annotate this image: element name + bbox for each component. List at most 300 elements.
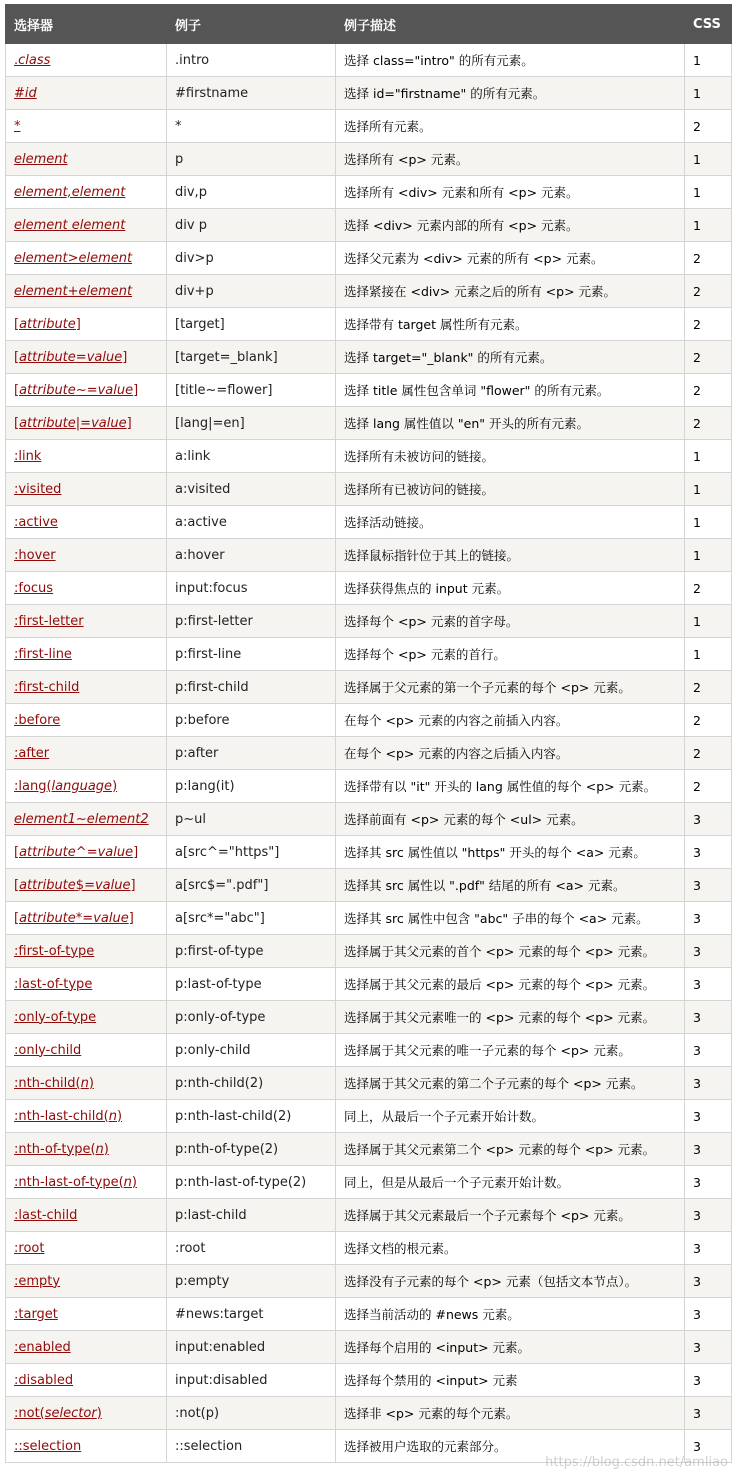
selector-text: ] <box>122 350 127 365</box>
selector-text: :disabled <box>14 1373 73 1388</box>
example-cell: p:last-of-type <box>167 968 336 1001</box>
selector-cell <box>6 1100 167 1133</box>
table-row <box>6 671 732 704</box>
selector-text: :nth-last-child( <box>14 1109 109 1124</box>
example-cell: p:first-of-type <box>167 935 336 968</box>
description-cell: 选择前面有 <p> 元素的每个 <ul> 元素。 <box>336 803 685 836</box>
selector-text: ] <box>127 416 132 431</box>
selector-text: :not( <box>14 1406 45 1421</box>
description-cell: 同上，从最后一个子元素开始计数。 <box>336 1100 685 1133</box>
selector-link[interactable] <box>14 1241 44 1256</box>
selector-cell <box>6 704 167 737</box>
table-row <box>6 1397 732 1430</box>
selector-cell <box>6 902 167 935</box>
description-cell: 选择每个禁用的 <input> 元素 <box>336 1364 685 1397</box>
description-cell: 选择 <div> 元素内部的所有 <p> 元素。 <box>336 209 685 242</box>
selector-param: element+element <box>14 284 132 299</box>
description-cell: 选择其 src 属性值以 "https" 开头的每个 <a> 元素。 <box>336 836 685 869</box>
table-row <box>6 1133 732 1166</box>
selector-cell <box>6 737 167 770</box>
selector-cell <box>6 1298 167 1331</box>
css-version-cell: 2 <box>685 770 732 803</box>
selector-link[interactable] <box>14 1043 81 1058</box>
selector-param: class <box>18 53 50 68</box>
table-row <box>6 1364 732 1397</box>
css-version-cell: 3 <box>685 1199 732 1232</box>
selector-link[interactable] <box>14 350 127 365</box>
example-cell: [lang|=en] <box>167 407 336 440</box>
selector-cell <box>6 770 167 803</box>
css-version-cell: 3 <box>685 803 732 836</box>
description-cell: 选择所有 <div> 元素和所有 <p> 元素。 <box>336 176 685 209</box>
example-cell: p:first-child <box>167 671 336 704</box>
css-version-cell: 1 <box>685 209 732 242</box>
table-row <box>6 1265 732 1298</box>
selector-text: ^= <box>76 845 98 860</box>
example-cell: a:link <box>167 440 336 473</box>
selector-link[interactable] <box>14 977 92 992</box>
selector-link[interactable] <box>14 713 60 728</box>
selector-link[interactable] <box>14 1373 73 1388</box>
selector-link[interactable] <box>14 911 134 926</box>
css-version-cell: 3 <box>685 902 732 935</box>
css-version-cell: 1 <box>685 506 732 539</box>
selector-text: :last-child <box>14 1208 77 1223</box>
css-version-cell: 1 <box>685 440 732 473</box>
selector-text: ] <box>130 878 135 893</box>
description-cell: 选择获得焦点的 input 元素。 <box>336 572 685 605</box>
selector-text: [ <box>14 416 19 431</box>
table-row <box>6 770 732 803</box>
table-row <box>6 1199 732 1232</box>
selector-text: ) <box>132 1175 137 1190</box>
description-cell: 选择每个启用的 <input> 元素。 <box>336 1331 685 1364</box>
selector-text: ] <box>129 911 134 926</box>
css-version-cell: 1 <box>685 176 732 209</box>
css-version-cell: 3 <box>685 1133 732 1166</box>
selector-text: :focus <box>14 581 53 596</box>
selector-cell <box>6 341 167 374</box>
table-row <box>6 572 732 605</box>
css-version-cell: 3 <box>685 1265 732 1298</box>
selector-text: *= <box>76 911 93 926</box>
selector-param: n <box>109 1109 117 1124</box>
selector-cell <box>6 506 167 539</box>
selector-link[interactable] <box>14 284 132 299</box>
selector-link[interactable] <box>14 119 21 134</box>
selector-param: element>element <box>14 251 132 266</box>
example-cell: input:enabled <box>167 1331 336 1364</box>
table-row <box>6 440 732 473</box>
table-row <box>6 242 732 275</box>
example-cell: #news:target <box>167 1298 336 1331</box>
table-row <box>6 110 732 143</box>
selector-cell <box>6 605 167 638</box>
description-cell: 同上，但是从最后一个子元素开始计数。 <box>336 1166 685 1199</box>
description-cell: 选择 id="firstname" 的所有元素。 <box>336 77 685 110</box>
selector-text: :root <box>14 1241 44 1256</box>
selector-cell <box>6 143 167 176</box>
example-cell: a:active <box>167 506 336 539</box>
selector-link[interactable] <box>14 647 72 662</box>
example-cell: * <box>167 110 336 143</box>
selector-text: [ <box>14 383 19 398</box>
selector-param: value <box>95 878 131 893</box>
selector-param: value <box>93 911 129 926</box>
example-cell: #firstname <box>167 77 336 110</box>
selector-cell <box>6 407 167 440</box>
table-row <box>6 1001 732 1034</box>
selector-link[interactable] <box>14 614 84 629</box>
selector-link[interactable] <box>14 185 125 200</box>
table-row <box>6 1232 732 1265</box>
selector-param: element1~element2 <box>14 812 149 827</box>
css-version-cell: 2 <box>685 374 732 407</box>
example-cell: p <box>167 143 336 176</box>
description-cell: 选择 lang 属性值以 "en" 开头的所有元素。 <box>336 407 685 440</box>
description-cell: 选择带有以 "it" 开头的 lang 属性值的每个 <p> 元素。 <box>336 770 685 803</box>
selector-link[interactable] <box>14 1109 122 1124</box>
css-version-cell: 2 <box>685 407 732 440</box>
selector-text: [ <box>14 350 19 365</box>
css-version-cell: 1 <box>685 473 732 506</box>
table-row <box>6 704 732 737</box>
selector-param: attribute <box>19 878 76 893</box>
selector-text: ) <box>104 1142 109 1157</box>
description-cell: 选择属于其父元素的最后 <p> 元素的每个 <p> 元素。 <box>336 968 685 1001</box>
selector-link[interactable] <box>14 944 94 959</box>
table-row <box>6 968 732 1001</box>
selector-param: element <box>14 152 68 167</box>
selector-cell <box>6 77 167 110</box>
selector-text: ] <box>133 845 138 860</box>
selector-text: :first-of-type <box>14 944 94 959</box>
example-cell: [target=_blank] <box>167 341 336 374</box>
table-row <box>6 638 732 671</box>
selector-link[interactable] <box>14 746 49 761</box>
example-cell: p:first-letter <box>167 605 336 638</box>
selector-cell <box>6 836 167 869</box>
selector-text: ~= <box>76 383 98 398</box>
selector-cell <box>6 968 167 1001</box>
selector-link[interactable] <box>14 1010 96 1025</box>
css-selector-table <box>5 4 732 1463</box>
description-cell: 选择每个 <p> 元素的首字母。 <box>336 605 685 638</box>
css-version-cell: 1 <box>685 638 732 671</box>
description-cell: 选择所有元素。 <box>336 110 685 143</box>
selector-cell <box>6 671 167 704</box>
selector-link[interactable] <box>14 878 136 893</box>
description-cell: 选择 title 属性包含单词 "flower" 的所有元素。 <box>336 374 685 407</box>
selector-text: ] <box>133 383 138 398</box>
description-cell: 选择活动链接。 <box>336 506 685 539</box>
selector-cell <box>6 1133 167 1166</box>
description-cell: 选择紧接在 <div> 元素之后的所有 <p> 元素。 <box>336 275 685 308</box>
selector-text: ) <box>97 1406 102 1421</box>
description-cell: 选择文档的根元素。 <box>336 1232 685 1265</box>
selector-text: . <box>14 53 18 68</box>
selector-link[interactable] <box>14 317 81 332</box>
selector-link[interactable] <box>14 218 125 233</box>
css-version-cell: 2 <box>685 704 732 737</box>
css-version-cell: 1 <box>685 143 732 176</box>
example-cell: p~ul <box>167 803 336 836</box>
description-cell: 选择父元素为 <div> 元素的所有 <p> 元素。 <box>336 242 685 275</box>
description-cell: 选择其 src 属性以 ".pdf" 结尾的所有 <a> 元素。 <box>336 869 685 902</box>
description-cell: 选择鼠标指针位于其上的链接。 <box>336 539 685 572</box>
selector-cell <box>6 1331 167 1364</box>
selector-text: ) <box>112 779 117 794</box>
selector-cell <box>6 1199 167 1232</box>
selector-link[interactable] <box>14 845 138 860</box>
selector-text: $= <box>76 878 95 893</box>
description-cell: 选择其 src 属性中包含 "abc" 子串的每个 <a> 元素。 <box>336 902 685 935</box>
selector-cell <box>6 473 167 506</box>
selector-param: element,element <box>14 185 125 200</box>
description-cell: 选择属于其父元素的首个 <p> 元素的每个 <p> 元素。 <box>336 935 685 968</box>
selector-cell <box>6 1265 167 1298</box>
selector-cell <box>6 440 167 473</box>
description-cell: 选择属于其父元素的第二个子元素的每个 <p> 元素。 <box>336 1067 685 1100</box>
selector-text: :only-of-type <box>14 1010 96 1025</box>
table-row <box>6 77 732 110</box>
css-version-cell: 3 <box>685 1430 732 1463</box>
example-cell: [title~=flower] <box>167 374 336 407</box>
selector-text: ::selection <box>14 1439 81 1454</box>
selector-text: [ <box>14 911 19 926</box>
selector-text: :target <box>14 1307 58 1322</box>
css-version-cell: 3 <box>685 1067 732 1100</box>
selector-text: :link <box>14 449 41 464</box>
selector-text: :empty <box>14 1274 60 1289</box>
selector-link[interactable] <box>14 812 149 827</box>
selector-text: :hover <box>14 548 56 563</box>
table-row <box>6 605 732 638</box>
selector-param: value <box>98 845 134 860</box>
css-version-cell: 3 <box>685 836 732 869</box>
example-cell: :root <box>167 1232 336 1265</box>
selector-link[interactable] <box>14 449 41 464</box>
header-description: 例子描述 <box>336 5 685 44</box>
selector-param: attribute <box>19 350 76 365</box>
header-example: 例子 <box>167 5 336 44</box>
selector-text: [ <box>14 845 19 860</box>
example-cell: p:last-child <box>167 1199 336 1232</box>
example-cell: .intro <box>167 44 336 77</box>
example-cell: div p <box>167 209 336 242</box>
selector-text: :nth-child( <box>14 1076 81 1091</box>
selector-text: :last-of-type <box>14 977 92 992</box>
css-version-cell: 3 <box>685 935 732 968</box>
example-cell: input:disabled <box>167 1364 336 1397</box>
description-cell: 选择每个 <p> 元素的首行。 <box>336 638 685 671</box>
description-cell: 选择属于父元素的第一个子元素的每个 <p> 元素。 <box>336 671 685 704</box>
css-version-cell: 2 <box>685 308 732 341</box>
example-cell: input:focus <box>167 572 336 605</box>
table-row <box>6 1034 732 1067</box>
selector-text: :after <box>14 746 49 761</box>
css-version-cell: 3 <box>685 1166 732 1199</box>
selector-text: ) <box>89 1076 94 1091</box>
description-cell: 选择属于其父元素的唯一子元素的每个 <p> 元素。 <box>336 1034 685 1067</box>
selector-text: |= <box>76 416 91 431</box>
css-version-cell: 3 <box>685 1298 732 1331</box>
selector-link[interactable] <box>14 482 61 497</box>
selector-text: :lang( <box>14 779 52 794</box>
selector-text: :nth-last-of-type( <box>14 1175 124 1190</box>
description-cell: 选择 class="intro" 的所有元素。 <box>336 44 685 77</box>
selector-text: = <box>76 350 87 365</box>
css-version-cell: 3 <box>685 1001 732 1034</box>
selector-cell <box>6 935 167 968</box>
selector-link[interactable] <box>14 383 138 398</box>
selector-cell <box>6 308 167 341</box>
selector-cell <box>6 275 167 308</box>
selector-link[interactable] <box>14 416 132 431</box>
selector-link[interactable] <box>14 1142 109 1157</box>
selector-text: [ <box>14 878 19 893</box>
table-row <box>6 44 732 77</box>
selector-cell <box>6 1364 167 1397</box>
css-version-cell: 2 <box>685 242 732 275</box>
selector-cell <box>6 209 167 242</box>
selector-link[interactable] <box>14 251 132 266</box>
selector-link[interactable] <box>14 152 68 167</box>
selector-link[interactable] <box>14 1175 137 1190</box>
table-row <box>6 1067 732 1100</box>
selector-cell <box>6 374 167 407</box>
example-cell: a:visited <box>167 473 336 506</box>
selector-text: # <box>14 86 25 101</box>
example-cell: div,p <box>167 176 336 209</box>
selector-text: :before <box>14 713 60 728</box>
selector-text: ) <box>117 1109 122 1124</box>
example-cell: a:hover <box>167 539 336 572</box>
selector-link[interactable] <box>14 1340 71 1355</box>
selector-text: ] <box>76 317 81 332</box>
selector-text: [ <box>14 317 19 332</box>
description-cell: 选择非 <p> 元素的每个元素。 <box>336 1397 685 1430</box>
selector-param: value <box>91 416 127 431</box>
selector-link[interactable] <box>14 1439 81 1454</box>
css-version-cell: 3 <box>685 1331 732 1364</box>
selector-cell <box>6 539 167 572</box>
description-cell: 选择属于其父元素第二个 <p> 元素的每个 <p> 元素。 <box>336 1133 685 1166</box>
description-cell: 在每个 <p> 元素的内容之前插入内容。 <box>336 704 685 737</box>
css-version-cell: 2 <box>685 671 732 704</box>
selector-cell <box>6 1034 167 1067</box>
selector-link[interactable] <box>14 680 79 695</box>
selector-param: attribute <box>19 911 76 926</box>
description-cell: 选择当前活动的 #news 元素。 <box>336 1298 685 1331</box>
css-version-cell: 3 <box>685 1364 732 1397</box>
selector-param: value <box>98 383 134 398</box>
selector-link[interactable] <box>14 1406 102 1421</box>
table-row <box>6 374 732 407</box>
css-version-cell: 3 <box>685 1100 732 1133</box>
example-cell: :not(p) <box>167 1397 336 1430</box>
selector-param: element element <box>14 218 125 233</box>
selector-link[interactable] <box>14 53 50 68</box>
css-version-cell: 2 <box>685 341 732 374</box>
selector-cell <box>6 572 167 605</box>
example-cell: ::selection <box>167 1430 336 1463</box>
selector-text: :nth-of-type( <box>14 1142 96 1157</box>
example-cell: p:nth-last-of-type(2) <box>167 1166 336 1199</box>
table-row <box>6 506 732 539</box>
header-selector: 选择器 <box>6 5 167 44</box>
description-cell: 选择 target="_blank" 的所有元素。 <box>336 341 685 374</box>
selector-param: attribute <box>19 383 76 398</box>
selector-cell <box>6 1166 167 1199</box>
selector-link[interactable] <box>14 581 53 596</box>
table-row <box>6 1430 732 1463</box>
selector-link[interactable] <box>14 515 58 530</box>
description-cell: 选择所有已被访问的链接。 <box>336 473 685 506</box>
css-version-cell: 3 <box>685 1034 732 1067</box>
example-cell: p:nth-of-type(2) <box>167 1133 336 1166</box>
selector-link[interactable] <box>14 1307 58 1322</box>
selector-cell <box>6 1067 167 1100</box>
table-row <box>6 902 732 935</box>
table-row <box>6 1166 732 1199</box>
selector-cell <box>6 638 167 671</box>
selector-link[interactable] <box>14 86 37 101</box>
selector-param: selector <box>45 1406 97 1421</box>
selector-param: value <box>87 350 123 365</box>
table-row <box>6 341 732 374</box>
selector-param: n <box>124 1175 132 1190</box>
table-row <box>6 836 732 869</box>
table-row <box>6 1100 732 1133</box>
table-row <box>6 1331 732 1364</box>
selector-link[interactable] <box>14 548 56 563</box>
css-version-cell: 3 <box>685 1232 732 1265</box>
example-cell: p:lang(it) <box>167 770 336 803</box>
css-version-cell: 1 <box>685 77 732 110</box>
selector-cell <box>6 1430 167 1463</box>
table-header-row <box>6 5 732 44</box>
selector-link[interactable] <box>14 779 117 794</box>
table-row <box>6 308 732 341</box>
selector-text: :first-line <box>14 647 72 662</box>
selector-param: n <box>96 1142 104 1157</box>
example-cell: p:nth-child(2) <box>167 1067 336 1100</box>
selector-link[interactable] <box>14 1274 60 1289</box>
selector-text: :only-child <box>14 1043 81 1058</box>
example-cell: a[src^="https"] <box>167 836 336 869</box>
example-cell: p:nth-last-child(2) <box>167 1100 336 1133</box>
table-row <box>6 737 732 770</box>
table-row <box>6 1298 732 1331</box>
selector-cell <box>6 1397 167 1430</box>
selector-param: attribute <box>19 416 76 431</box>
css-version-cell: 1 <box>685 605 732 638</box>
selector-link[interactable] <box>14 1076 94 1091</box>
table-row <box>6 176 732 209</box>
watermark: https://blog.csdn.net/amliao <box>545 1455 728 1470</box>
table-row <box>6 143 732 176</box>
css-version-cell: 1 <box>685 539 732 572</box>
example-cell: div>p <box>167 242 336 275</box>
description-cell: 选择属于其父元素唯一的 <p> 元素的每个 <p> 元素。 <box>336 1001 685 1034</box>
example-cell: a[src*="abc"] <box>167 902 336 935</box>
css-version-cell: 2 <box>685 275 732 308</box>
selector-cell <box>6 44 167 77</box>
selector-param: id <box>25 86 37 101</box>
selector-link[interactable] <box>14 1208 77 1223</box>
css-version-cell: 2 <box>685 110 732 143</box>
